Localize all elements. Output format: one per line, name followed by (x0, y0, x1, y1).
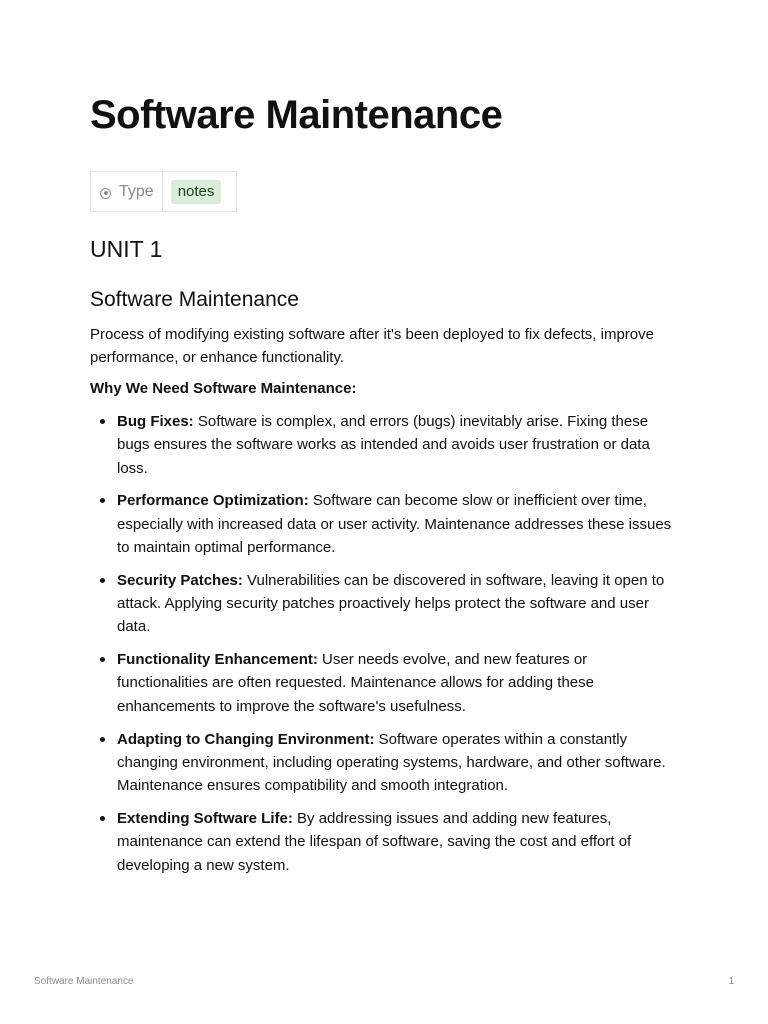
list-item (90, 569, 680, 639)
unit-heading: UNIT 1 (90, 236, 163, 262)
bullet-icon (100, 419, 105, 424)
item-text: Software operates within a constantly changing environment, including operating systems, hardware, and other software. Maintenance ensures compatibility and smooth integration. (117, 730, 666, 795)
bullet-icon (100, 498, 105, 503)
property-type-key (91, 172, 163, 211)
footer-doc-name: Software Maintenance (34, 976, 134, 987)
bullet-icon (100, 578, 105, 583)
bullet-icon (100, 657, 105, 662)
why-heading: Why We Need Software Maintenance: (90, 380, 357, 397)
item-text: Software can become slow or inefficient over time, especially with increased data or user activity. Maintenance addresses these issues to maintain optimal performance. (117, 492, 672, 556)
property-type-label: Type (119, 182, 154, 200)
item-term: Security Patches: (117, 571, 243, 589)
item-term: Adapting to Changing Environment: (117, 730, 375, 748)
bullet-icon (100, 816, 105, 821)
item-text: User needs evolve, and new features or functionalities are often requested. Maintenance allows for adding these enhancements to improve the software's usefulness. (117, 651, 594, 715)
property-type-value[interactable] (163, 172, 237, 211)
item-text: Software is complex, and errors (bugs) inevitably arise. Fixing these bugs ensures the software works as intended and avoids user frustration or data loss. (117, 413, 650, 477)
item-term: Functionality Enhancement: (117, 651, 318, 669)
reasons-list (90, 410, 680, 886)
list-item (90, 807, 680, 877)
item-term: Extending Software Life: (117, 809, 293, 827)
target-icon (100, 188, 111, 199)
section-heading: Software Maintenance (90, 288, 299, 311)
page-title: Software Maintenance (90, 93, 503, 137)
bullet-icon (100, 737, 105, 742)
item-term: Bug Fixes: (117, 413, 194, 430)
list-item (90, 648, 680, 718)
properties-table (90, 171, 237, 212)
list-item (90, 728, 680, 798)
item-text: By addressing issues and adding new features, maintenance can extend the lifespan of software, saving the cost and effort of developing a new system. (117, 809, 632, 874)
type-tag[interactable]: notes (171, 180, 222, 204)
item-text: Vulnerabilities can be discovered in software, leaving it open to attack. Applying security patches proactively helps protect the software and user data. (117, 571, 665, 636)
item-term: Performance Optimization: (117, 492, 309, 510)
footer-page-number: 1 (728, 976, 734, 987)
list-item (90, 410, 680, 480)
intro-paragraph: Process of modifying existing software after it's been deployed to fix defects, improve performance, or enhance functionality. (90, 326, 654, 366)
list-item (90, 489, 680, 559)
